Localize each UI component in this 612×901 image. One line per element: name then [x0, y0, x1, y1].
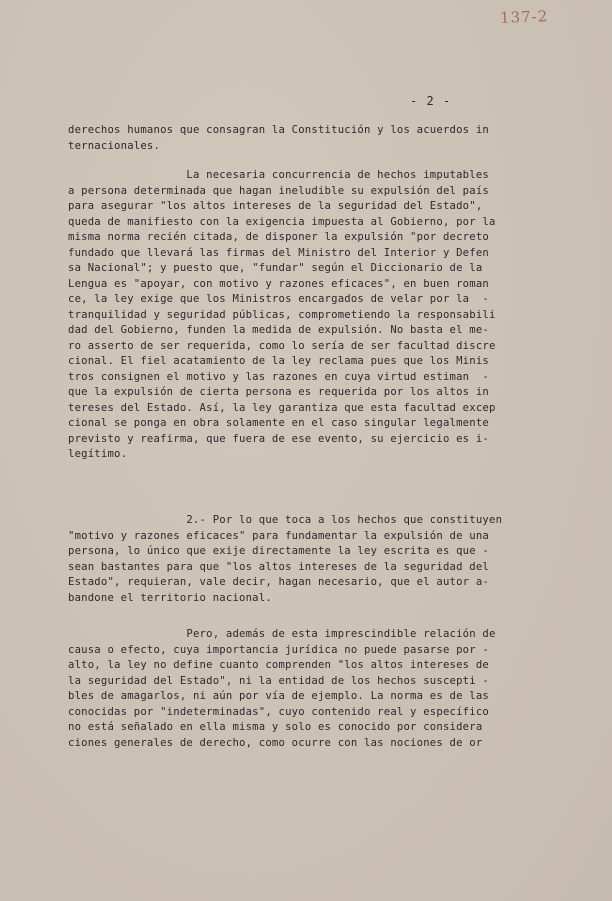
- paragraph: derechos humanos que consagran la Constitución y los acuerdos in ternacionales.: [68, 124, 489, 152]
- paragraph: La necesaria concurrencia de hechos imputables a persona determinada que hagan ineludible su expulsión del país para asegurar "los altos intereses de la seguridad del Estado", queda de manifiesto con la exigencia impuesta al Gobierno, por la misma norma recién citada, de disponer la expulsión "por decreto fundado que llevará las firmas del Ministro del Interior y Defen sa Nacional"; y puesto que, "fundar" según el Diccionario de la Lengua es "apoyar, con motivo y razones eficaces", en buen roman ce, la ley exige que los Ministros encargados de velar por la - tranquilidad y seguridad públicas, comprometiendo la responsabili dad del Gobierno, funden la medida de expulsión. No basta el me- ro asserto de ser requerida, como lo sería de ser facultad discre cional. El fiel acatamiento de la ley reclama pues que los Minis tros consignen el motivo y las razones en cuya virtud estiman - que la expulsión de cierta persona es requerida por los altos in tereses del Estado. Así, la ley garantiza que esta facultad excep cional se ponga en obra solamente en el caso singular legalmente previsto y reafirma, que fuera de ese evento, su ejercicio es i- legítimo.: [68, 169, 496, 460]
- paragraph: Pero, además de esta imprescindible relación de causa o efecto, cuya importancia jurídica no puede pasarse por - alto, la ley no define cuanto comprenden "los altos intereses de la seguridad del Estado", ni la entidad de los hechos suscepti - bles de amagarlos, ni aún por vía de ejemplo. La norma es de las conocidas por "indeterminadas", cuyo contenido real y específico no está señalado en ella misma y solo es conocido por considera ciones generales de derecho, como ocurre con las nociones de or: [68, 628, 496, 749]
- handwritten-folio-note: 137-2: [499, 7, 549, 27]
- page-number: - 2 -: [410, 94, 452, 108]
- paragraph: 2.- Por lo que toca a los hechos que constituyen "motivo y razones eficaces" para fundamentar la expulsión de una persona, lo único que exije directamente la ley escrita es que - sean bastantes para que "los altos intereses de la seguridad del Estado", requieran, vale decir, hagan necesario, que el autor a- bandone el territorio nacional.: [68, 514, 503, 604]
